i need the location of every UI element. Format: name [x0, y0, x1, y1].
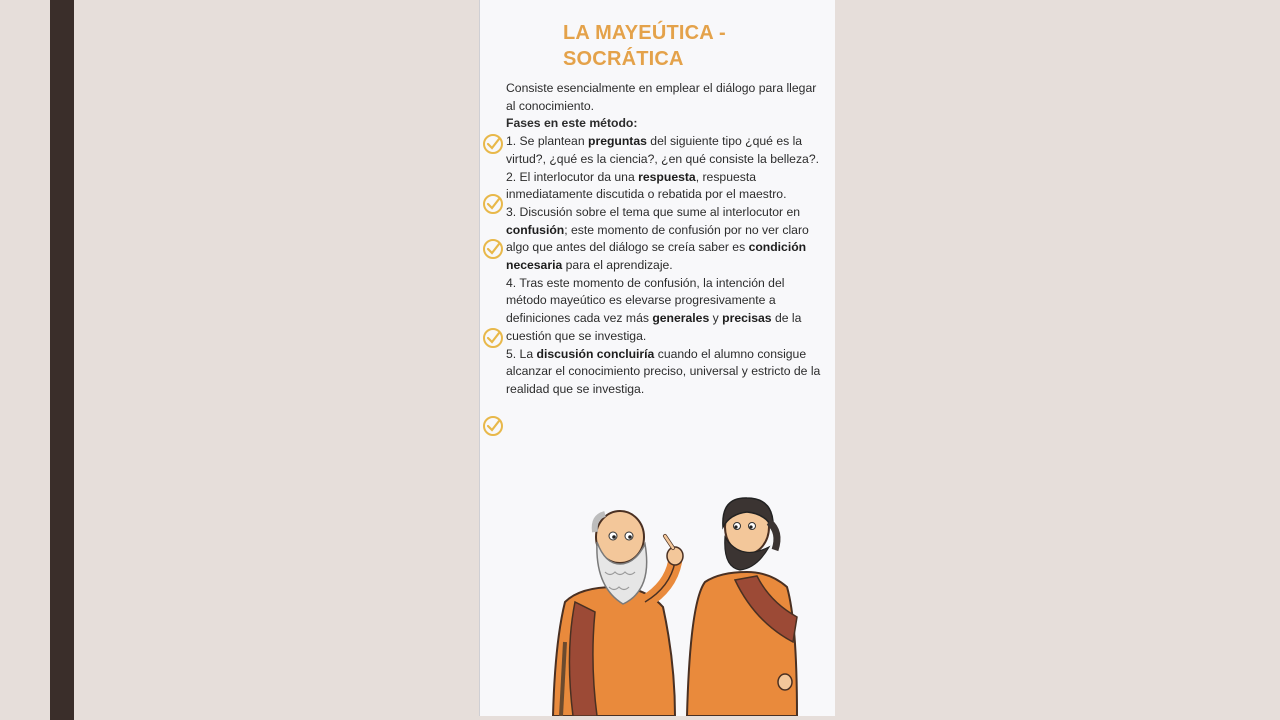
step-1 [506, 133, 822, 168]
title-line-2: SOCRÁTICA [563, 48, 684, 70]
disciple-figure [687, 498, 797, 716]
step-1-text: 1. Se plantean [506, 134, 588, 149]
step-3-mid: ; este momento de confusión por no ver claro algo que antes del diálogo se creía saber es [506, 222, 809, 255]
step-5-rest: cuando el alumno consigue alcanzar el conocimiento preciso, universal y estricto de la realidad que se investiga. [506, 346, 821, 396]
method-description [506, 80, 822, 399]
check-circle-icon [482, 415, 504, 437]
socrates-dialogue-illustration [535, 492, 835, 716]
step-3-text: 3. Discusión sobre el tema que sume al interlocutor en [506, 204, 801, 219]
check-circle-icon [482, 327, 504, 349]
step-3-keyword: confusión [506, 222, 565, 237]
title-line-1: LA MAYEÚTICA - [563, 22, 726, 44]
left-decorative-bar [50, 0, 74, 720]
step-3-rest: para el aprendizaje. [562, 258, 673, 273]
infographic-card [479, 0, 835, 716]
socrates-figure [553, 511, 683, 716]
step-2-text: 2. El interlocutor da una [506, 169, 639, 184]
step-4-mid: y [709, 311, 723, 326]
phases-heading: Fases en este método: [506, 116, 638, 131]
step-5-text: 5. La [506, 346, 537, 361]
check-circle-icon [482, 238, 504, 260]
step-1-keyword: preguntas [588, 134, 647, 149]
step-4 [506, 275, 822, 346]
step-4-text: 4. Tras este momento de confusión, la intención del método mayeútico es elevarse progresivamente a definiciones cada vez más [506, 275, 785, 326]
step-5-keyword: discusión concluiría [536, 346, 655, 361]
step-3-keyword-2: condición necesaria [506, 240, 807, 273]
step-4-rest: de la cuestión que se investiga. [506, 311, 802, 343]
step-1-rest: del siguiente tipo ¿qué es la virtud?, ¿qué es la ciencia?, ¿en qué consiste la belleza?. [506, 134, 819, 166]
step-2 [506, 169, 822, 204]
step-4-keyword: generales [652, 311, 710, 326]
check-circle-icon [482, 193, 504, 215]
step-4-keyword-2: precisas [722, 311, 772, 326]
step-2-rest: , respuesta inmediatamente discutida o rebatida por el maestro. [506, 169, 787, 202]
intro-text: Consiste esencialmente en emplear el diálogo para llegar al conocimiento. [506, 81, 817, 113]
step-3 [506, 204, 822, 275]
check-circle-icon [482, 133, 504, 155]
step-2-keyword: respuesta [638, 169, 696, 184]
step-5 [506, 346, 822, 399]
page-title [563, 20, 726, 72]
